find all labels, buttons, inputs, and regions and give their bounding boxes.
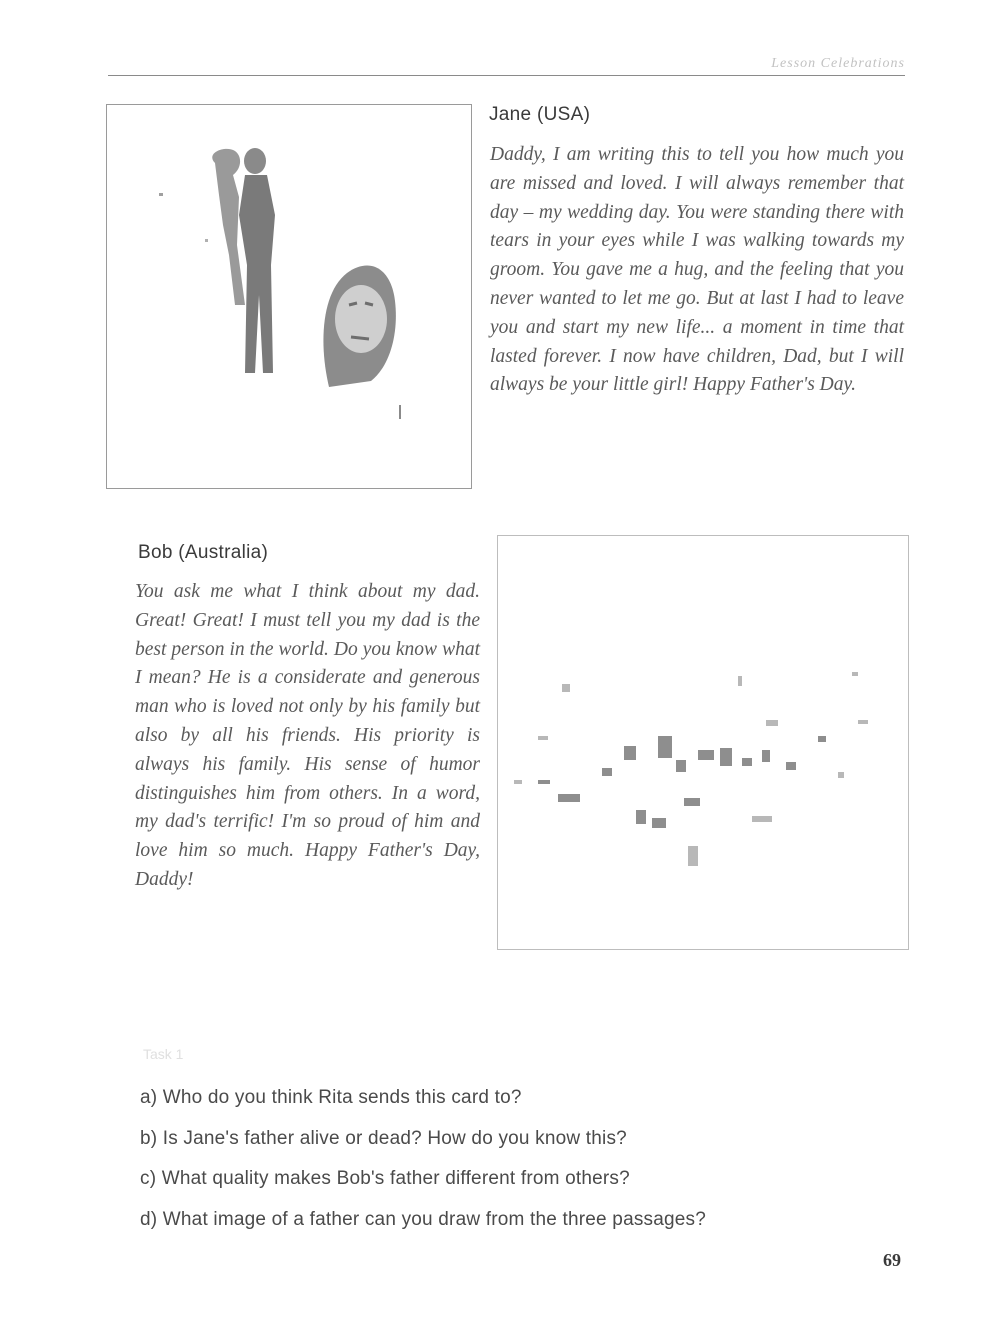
question-d: d) What image of a father can you draw from the three passages?	[140, 1208, 707, 1230]
header-rule	[108, 75, 905, 76]
bob-author: Bob (Australia)	[138, 542, 269, 563]
jane-author: Jane (USA)	[489, 104, 591, 125]
question-a: a) Who do you think Rita sends this card to?	[140, 1087, 522, 1108]
question-list	[140, 1084, 706, 1246]
bob-letter: You ask me what I think about my dad. Great! Great! I must tell you my dad is the best person in the world. Do you know what I mean? He is a considerate and generous man who is loved not only by his family but also by all his friends. His priority is always his family. His sense of humor distinguishes him from others. In a word, my dad's terrific! I'm so proud of him and love him so much. Happy Father's Day, Daddy!	[135, 581, 480, 890]
jane-letter: Daddy, I am writing this to tell you how much you are missed and loved. I will always remember that day – my wedding day. You were standing there with tears in your eyes while I was walking towards my groom. You gave me a hug, and the feeling that you never wanted to let me go. But at last I had to leave you and start my new life... a moment in time that lasted forever. I now have children, Dad, but I will always be your little girl! Happy Father's Day.	[490, 144, 904, 396]
task-label: Task 1	[143, 1046, 184, 1062]
question-c: c) What quality makes Bob's father different from others?	[140, 1168, 630, 1189]
question-b: b) Is Jane's father alive or dead? How do you know this?	[140, 1127, 627, 1149]
page-number: 69	[883, 1250, 901, 1270]
running-head: Lesson Celebrations	[771, 56, 905, 71]
jane-photo-illustration	[107, 105, 471, 488]
jane-photo	[106, 104, 472, 489]
bob-photo	[497, 535, 909, 950]
bob-photo-illustration	[498, 536, 908, 949]
